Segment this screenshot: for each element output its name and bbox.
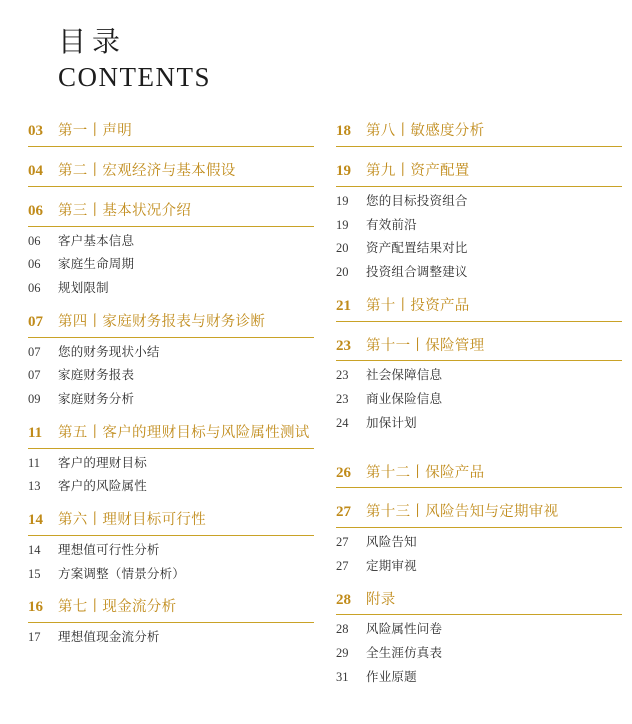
toc-entry-label: 风险告知 <box>366 535 417 550</box>
toc-entry-label: 第三丨基本状况介绍 <box>58 202 192 219</box>
toc-entry-section[interactable] <box>336 620 622 639</box>
toc-entry-label: 客户的风险属性 <box>58 479 147 494</box>
toc-columns <box>28 107 604 686</box>
toc-page-number: 31 <box>336 669 349 684</box>
toc-entry-section[interactable] <box>28 477 314 496</box>
toc-entry-section[interactable] <box>336 668 622 687</box>
toc-entry-label: 第一丨声明 <box>58 123 132 140</box>
toc-page-number: 11 <box>28 455 41 470</box>
toc-page-number: 04 <box>28 163 43 180</box>
toc-entry-chapter[interactable] <box>336 336 622 362</box>
toc-entry-chapter[interactable] <box>28 121 314 147</box>
toc-entry-label: 第十丨投资产品 <box>366 297 470 314</box>
toc-entry-chapter[interactable] <box>28 201 314 227</box>
toc-entry-chapter[interactable] <box>336 121 622 147</box>
title-english: CONTENTS <box>58 62 211 92</box>
toc-entry-label: 第八丨敏感度分析 <box>366 123 485 140</box>
toc-entry-label: 第十一丨保险管理 <box>366 337 485 354</box>
toc-entry-section[interactable] <box>336 390 622 409</box>
page-title <box>58 24 604 93</box>
toc-entry-label: 附录 <box>366 591 396 608</box>
toc-page-number: 07 <box>28 344 41 359</box>
toc-column-left <box>28 107 314 686</box>
toc-entry-label: 资产配置结果对比 <box>366 241 468 256</box>
toc-entry-chapter[interactable] <box>28 597 314 623</box>
toc-entry-label: 有效前沿 <box>366 217 417 232</box>
toc-entry-label: 您的目标投资组合 <box>366 193 468 208</box>
toc-page-number: 26 <box>336 464 351 481</box>
toc-entry-label: 全生涯仿真表 <box>366 646 443 661</box>
toc-page-number: 20 <box>336 265 349 280</box>
toc-entry-label: 第九丨资产配置 <box>366 163 470 180</box>
toc-page-number: 21 <box>336 297 351 314</box>
toc-entry-label: 第十二丨保险产品 <box>366 464 485 481</box>
toc-entry-label: 加保计划 <box>366 415 417 430</box>
toc-entry-label: 客户的理财目标 <box>58 455 147 470</box>
toc-page-number: 06 <box>28 257 41 272</box>
toc-entry-section[interactable] <box>336 414 622 433</box>
toc-entry-label: 作业原题 <box>366 669 417 684</box>
toc-entry-section[interactable] <box>336 366 622 385</box>
toc-entry-label: 定期审视 <box>366 558 417 573</box>
toc-page-number: 20 <box>336 241 349 256</box>
toc-page-number: 07 <box>28 368 41 383</box>
toc-entry-section[interactable] <box>28 255 314 274</box>
toc-page-number: 19 <box>336 217 349 232</box>
toc-entry-chapter[interactable] <box>28 161 314 187</box>
toc-entry-label: 第四丨家庭财务报表与财务诊断 <box>58 313 266 330</box>
toc-entry-section[interactable] <box>336 192 622 211</box>
toc-entry-section[interactable] <box>336 533 622 552</box>
toc-entry-chapter[interactable] <box>336 296 622 322</box>
toc-entry-section[interactable] <box>336 557 622 576</box>
toc-entry-section[interactable] <box>28 541 314 560</box>
toc-entry-section[interactable] <box>336 239 622 258</box>
toc-entry-section[interactable] <box>336 216 622 235</box>
toc-page-number: 23 <box>336 368 349 383</box>
toc-entry-chapter[interactable] <box>336 590 622 616</box>
toc-entry-label: 风险属性问卷 <box>366 622 443 637</box>
toc-entry-section[interactable] <box>28 390 314 409</box>
toc-entry-section[interactable] <box>28 343 314 362</box>
toc-page-number: 07 <box>28 313 43 330</box>
toc-entry-label: 家庭生命周期 <box>58 257 135 272</box>
toc-page-number: 15 <box>28 566 41 581</box>
toc-entry-label: 客户基本信息 <box>58 233 135 248</box>
toc-page-number: 16 <box>28 599 43 616</box>
toc-page-number: 28 <box>336 591 351 608</box>
toc-entry-section[interactable] <box>28 454 314 473</box>
toc-entry-label: 规划限制 <box>58 281 109 296</box>
toc-page-number: 13 <box>28 479 41 494</box>
toc-page-number: 06 <box>28 233 41 248</box>
toc-page-number: 14 <box>28 512 43 529</box>
toc-entry-label: 第二丨宏观经济与基本假设 <box>58 163 236 180</box>
toc-page-number: 09 <box>28 392 41 407</box>
toc-entry-label: 第五丨客户的理财目标与风险属性测试 <box>58 424 310 441</box>
toc-entry-chapter[interactable] <box>336 161 622 187</box>
toc-page-number: 19 <box>336 163 351 180</box>
toc-entry-label: 方案调整（情景分析） <box>58 566 186 581</box>
toc-entry-label: 第六丨理财目标可行性 <box>58 512 206 529</box>
toc-column-right <box>336 107 622 686</box>
toc-entry-section[interactable] <box>336 263 622 282</box>
toc-page-number: 19 <box>336 193 349 208</box>
toc-entry-chapter[interactable] <box>336 463 622 489</box>
toc-page-number: 27 <box>336 558 349 573</box>
toc-entry-section[interactable] <box>28 232 314 251</box>
toc-page-number: 06 <box>28 202 43 219</box>
toc-entry-label: 家庭财务报表 <box>58 368 135 383</box>
toc-entry-chapter[interactable] <box>336 502 622 528</box>
toc-entry-section[interactable] <box>28 628 314 647</box>
toc-entry-chapter[interactable] <box>28 312 314 338</box>
title-chinese: 目录 <box>58 25 127 58</box>
toc-entry-label: 商业保险信息 <box>366 392 443 407</box>
toc-entry-label: 投资组合调整建议 <box>366 265 468 280</box>
toc-page-number: 27 <box>336 504 351 521</box>
toc-entry-section[interactable] <box>28 366 314 385</box>
toc-page-number: 27 <box>336 535 349 550</box>
toc-entry-label: 理想值现金流分析 <box>58 630 160 645</box>
toc-entry-label: 第十三丨风险告知与定期审视 <box>366 504 559 521</box>
toc-page-number: 29 <box>336 646 349 661</box>
toc-page-number: 28 <box>336 622 349 637</box>
toc-entry-label: 您的财务现状小结 <box>58 344 160 359</box>
toc-page-number: 24 <box>336 415 349 430</box>
toc-entry-label: 理想值可行性分析 <box>58 542 160 557</box>
toc-entry-chapter[interactable] <box>28 423 314 449</box>
toc-page-number: 18 <box>336 123 351 140</box>
toc-entry-section[interactable] <box>336 644 622 663</box>
toc-page-number: 11 <box>28 424 43 441</box>
toc-page-number: 06 <box>28 281 41 296</box>
toc-entry-section[interactable] <box>28 279 314 298</box>
toc-entry-label: 社会保障信息 <box>366 368 443 383</box>
toc-entry-label: 第七丨现金流分析 <box>58 599 177 616</box>
toc-page-number: 17 <box>28 630 41 645</box>
toc-entry-section[interactable] <box>28 565 314 584</box>
column-spacer <box>336 433 622 449</box>
toc-page-number: 14 <box>28 542 41 557</box>
toc-page-number: 23 <box>336 337 351 354</box>
toc-entry-label: 家庭财务分析 <box>58 392 135 407</box>
toc-entry-chapter[interactable] <box>28 510 314 536</box>
toc-page-number: 03 <box>28 123 43 140</box>
toc-page-number: 23 <box>336 392 349 407</box>
